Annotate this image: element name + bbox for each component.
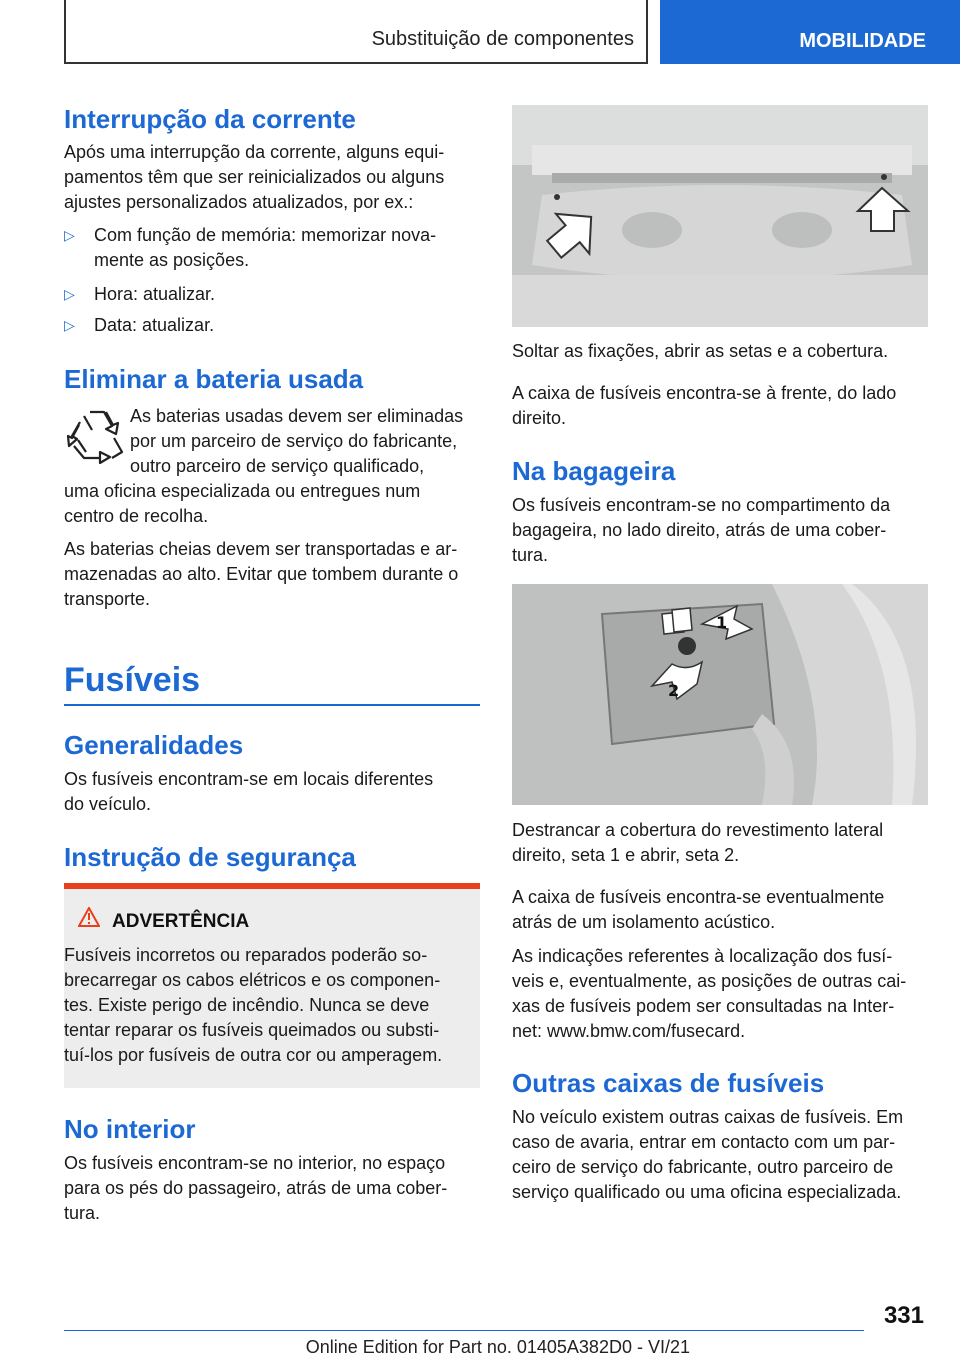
heading-bagageira: Na bagageira bbox=[512, 456, 676, 486]
warning-bar bbox=[64, 883, 480, 889]
arrow-label-1: 1 bbox=[716, 613, 728, 632]
para-baterias-cheias: As baterias cheias devem ser transportadas e ar- mazenadas ao alto. Evitar que tombem durante o transporte. bbox=[64, 539, 459, 609]
warning-triangle-icon bbox=[78, 907, 100, 927]
recycling-icon bbox=[66, 406, 128, 464]
warning-text: Fusíveis incorretos ou reparados poderão so- brecarregar os cabos elétricos e os componen- tes. Existe perigo de incêndio. Nunca se deve tentar reparar os fusíveis queimados ou substi- tuí-los por fusíveis de outra cor ou amperagem. bbox=[64, 945, 443, 1065]
section-title: Substituição de componentes bbox=[371, 28, 634, 50]
heading-outras: Outras caixas de fusíveis bbox=[512, 1068, 825, 1098]
para-frente: A caixa de fusíveis encontra-se à frente, do lado direito. bbox=[512, 383, 897, 428]
heading-generalidades: Generalidades bbox=[64, 730, 244, 760]
edition-text: Online Edition for Part no. 01405A382D0 - VI/21 bbox=[305, 1337, 690, 1357]
para-indicacoes: As indicações referentes à localização dos fusí- veis e, eventualmente, as posições de outras cai- xas de fusíveis podem ser consultadas na Inter- net: www.bmw.com/fusecard. bbox=[512, 946, 907, 1041]
header-section-box bbox=[64, 0, 648, 64]
para-interior: Os fusíveis encontram-se no interior, no espaço para os pés do passageiro, atrás de uma cober- tura. bbox=[64, 1153, 448, 1223]
footer-rule bbox=[64, 1330, 864, 1331]
warning-title: ADVERTÊNCIA bbox=[112, 911, 250, 932]
warning-box bbox=[64, 883, 480, 1088]
heading-fusiveis: Fusíveis bbox=[64, 661, 201, 699]
heading-interrupcao: Interrupção da corrente bbox=[64, 104, 356, 134]
chapter-label: MOBILIDADE bbox=[799, 30, 926, 52]
arrow-label-2: 2 bbox=[668, 681, 680, 700]
para-outras: No veículo existem outras caixas de fusíveis. Em caso de avaria, entrar em contacto com um par- ceiro de serviço do fabricante, outro parceiro de serviço qualificado ou uma oficina especializada. bbox=[512, 1107, 904, 1202]
heading-eliminar: Eliminar a bateria usada bbox=[64, 364, 364, 394]
heading-interior: No interior bbox=[64, 1114, 196, 1144]
trunk-cover-illustration bbox=[512, 584, 928, 805]
para-generalidades: Os fusíveis encontram-se em locais diferentes do veículo. bbox=[64, 769, 434, 814]
para-bagageira: Os fusíveis encontram-se no compartimento da bagageira, no lado direito, atrás de uma cober- tura. bbox=[512, 495, 891, 565]
interior-cover-illustration bbox=[512, 105, 928, 327]
heading-rule bbox=[64, 704, 480, 706]
heading-instrucao: Instrução de segurança bbox=[64, 842, 356, 872]
triangle-bullet-icon: ▷ bbox=[64, 227, 75, 243]
photo-interior-cover bbox=[512, 105, 928, 327]
para-isolamento: A caixa de fusíveis encontra-se eventualmente atrás de um isolamento acústico. bbox=[512, 887, 885, 932]
para-eliminar: uma oficina especializada ou entregues num centro de recolha. bbox=[64, 481, 421, 526]
caption-interior: Soltar as fixações, abrir as setas e a cobertura. bbox=[512, 341, 889, 361]
caption-trunk: Destrancar a cobertura do revestimento lateral direito, seta 1 e abrir, seta 2. bbox=[512, 820, 884, 865]
para-interrupcao: Após uma interrupção da corrente, alguns equi- pamentos têm que ser reinicializados ou alguns ajustes personalizados atualizados, por ex.: bbox=[64, 142, 445, 212]
photo-trunk-cover bbox=[512, 584, 928, 805]
page-number: 331 bbox=[883, 1302, 924, 1329]
triangle-bullet-icon: ▷ bbox=[64, 286, 75, 302]
chapter-tab[interactable] bbox=[660, 0, 960, 64]
para-eliminar-indent: As baterias usadas devem ser eliminadas por um parceiro de serviço do fabricante, outro parceiro de serviço qualificado, bbox=[130, 406, 464, 476]
triangle-bullet-icon: ▷ bbox=[64, 317, 75, 333]
